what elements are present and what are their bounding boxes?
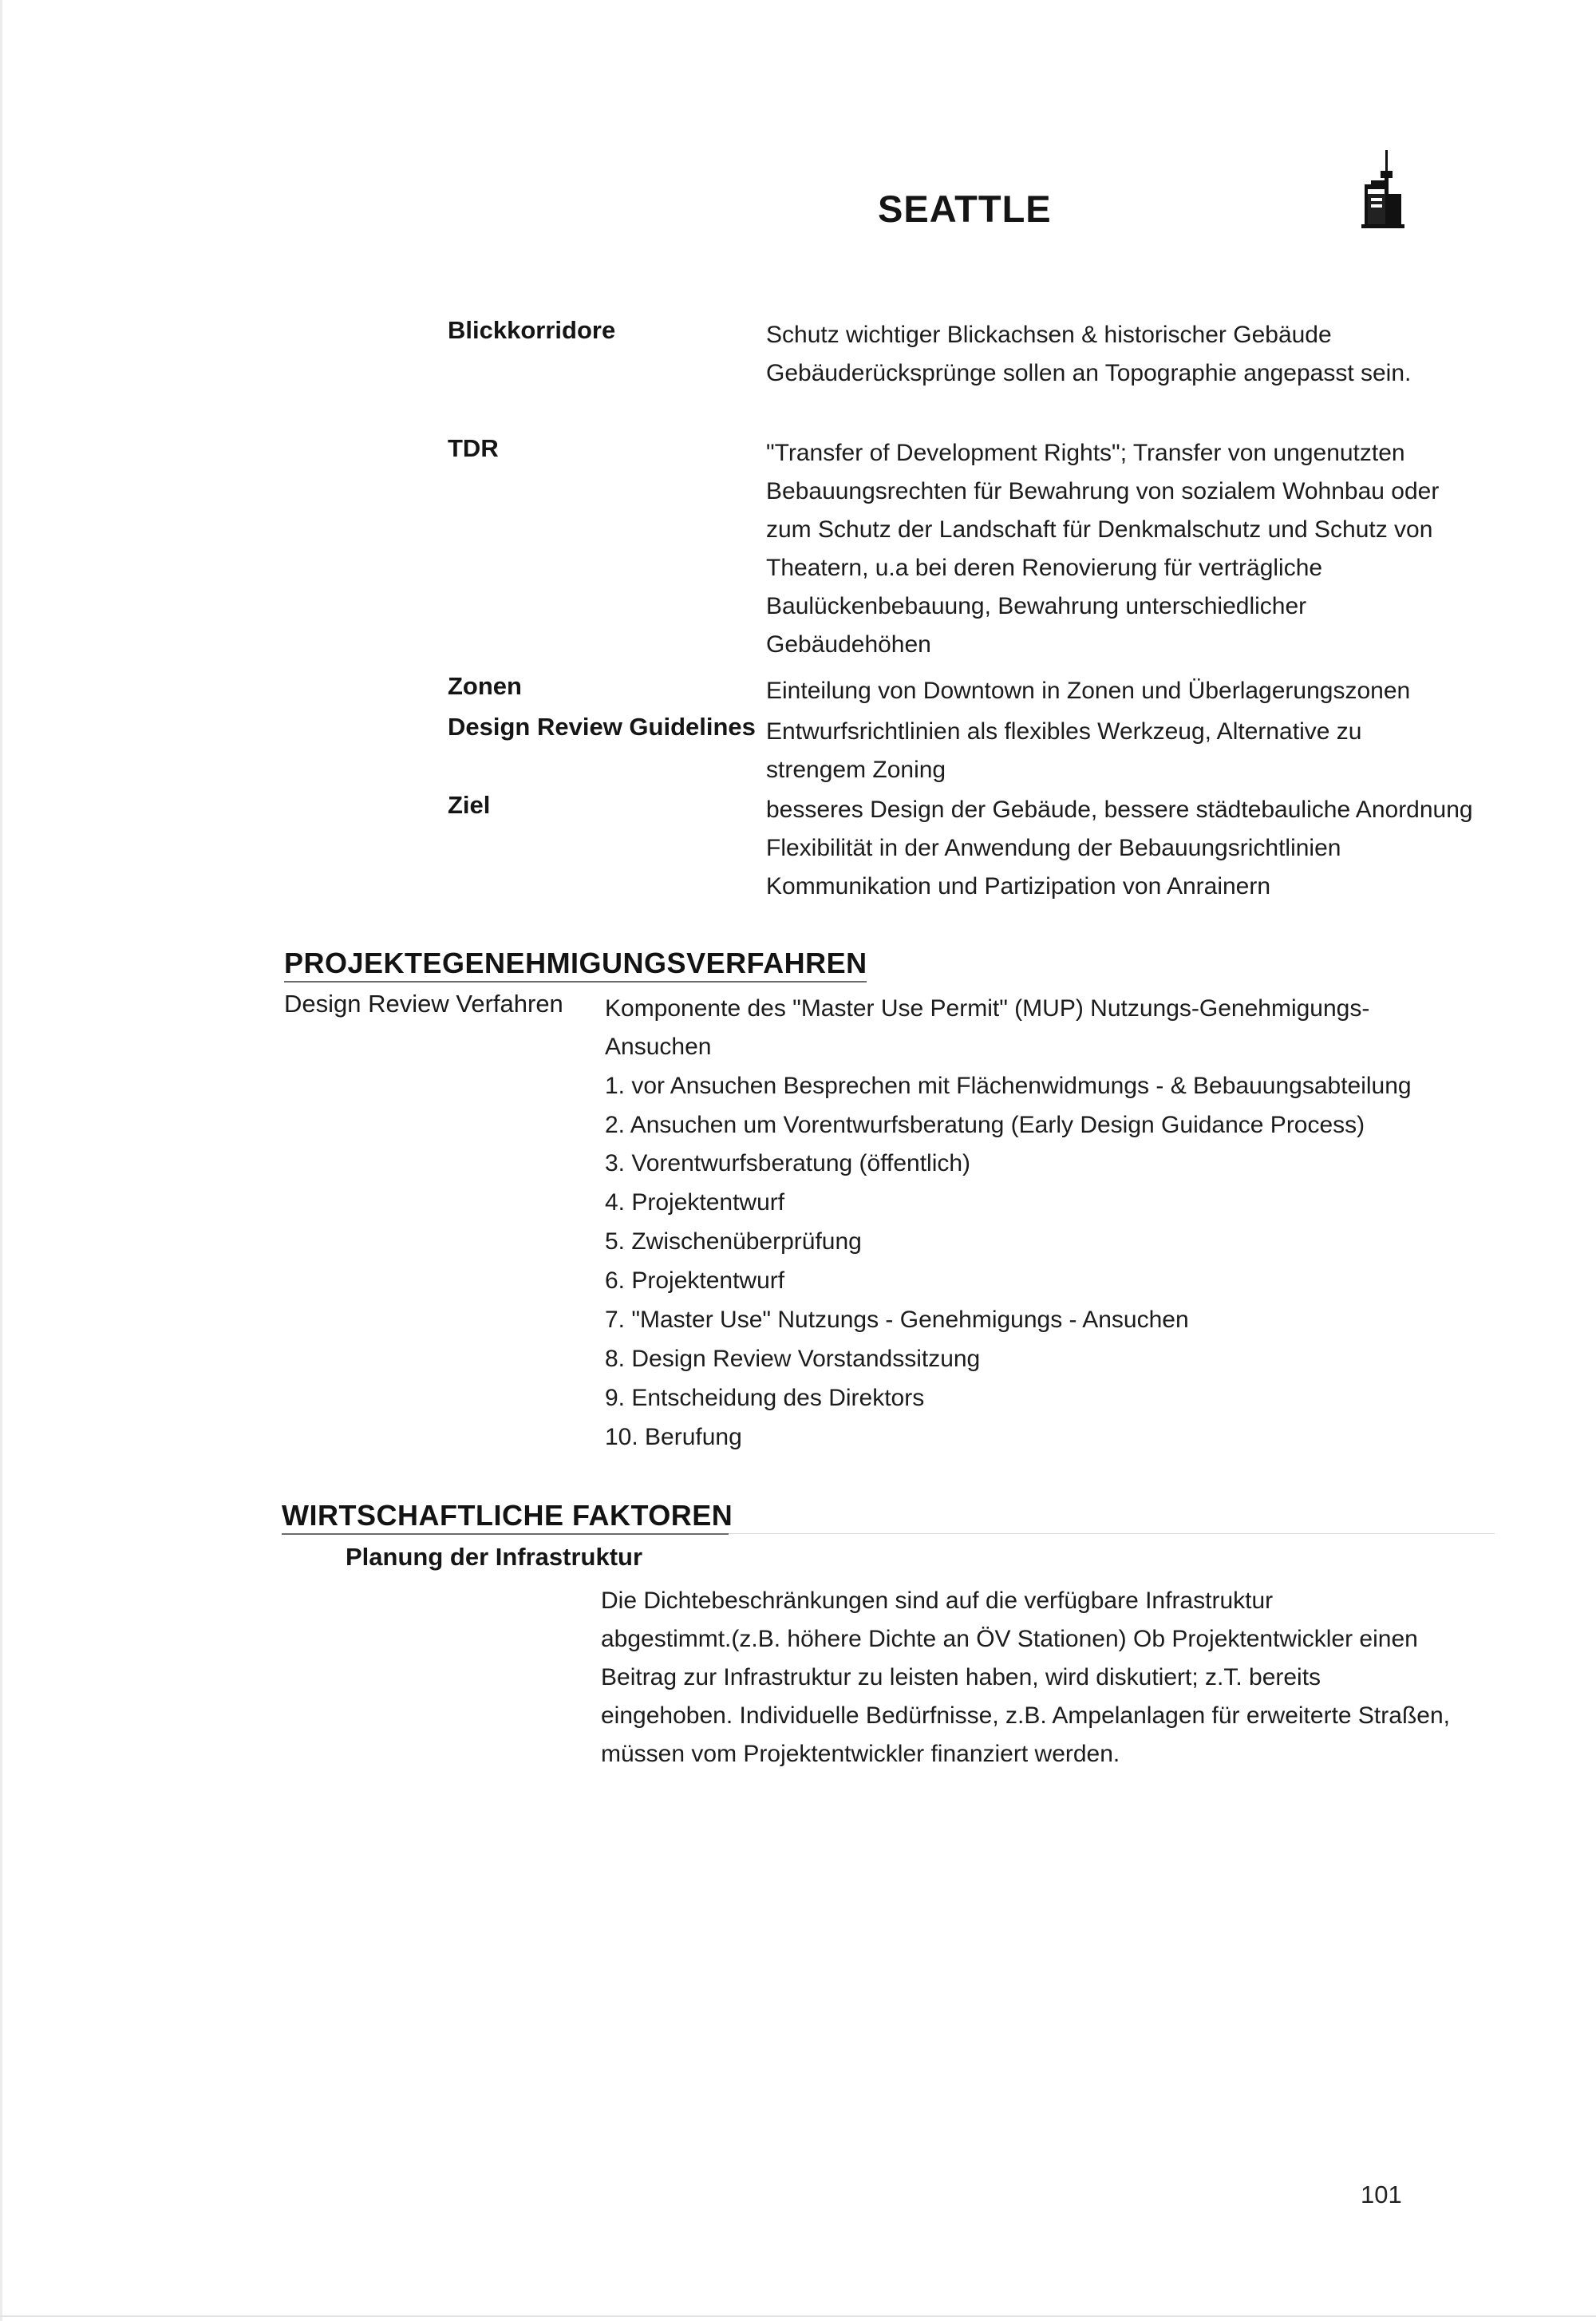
term-ziel: Ziel	[448, 791, 491, 819]
list-item: 8. Design Review Vorstandssitzung	[605, 1346, 981, 1372]
section2-paragraph	[601, 1582, 1450, 1773]
text-line: Beitrag zur Infrastruktur zu leisten haben, wird diskutiert; z.T. bereits	[601, 1664, 1321, 1690]
page-number: 101	[1361, 2181, 1402, 2208]
term-blickkorridore: Blickkorridore	[448, 316, 616, 344]
text-line: Kommunikation und Partizipation von Anrainern	[766, 873, 1271, 900]
text-line: Baulückenbebauung, Bewahrung unterschiedlicher	[766, 593, 1307, 619]
term-design-review-guidelines: Design Review Guidelines	[448, 713, 756, 741]
text-line: strengem Zoning	[766, 757, 946, 783]
heading-underline-extension	[729, 1533, 1495, 1534]
definition-design-review-guidelines	[766, 713, 1361, 789]
term-design-review-verfahren: Design Review Verfahren	[284, 990, 563, 1018]
text-line: Komponente des "Master Use Permit" (MUP) Nutzungs-Genehmigungs-	[605, 995, 1370, 1022]
list-item: 2. Ansuchen um Vorentwurfsberatung (Early Design Guidance Process)	[605, 1112, 1365, 1138]
section-heading-wirtschaftliche-faktoren: WIRTSCHAFTLICHE FAKTOREN	[282, 1499, 733, 1532]
text-line: eingehoben. Individuelle Bedürfnisse, z.B. Ampelanlagen für erweiterte Straßen,	[601, 1702, 1450, 1729]
heading-underline	[284, 981, 867, 983]
list-item: 4. Projektentwurf	[605, 1189, 785, 1216]
text-line: müssen vom Projektentwickler finanziert werden.	[601, 1741, 1120, 1767]
text-line: Flexibilität in der Anwendung der Bebauungsrichtlinien	[766, 835, 1341, 861]
page-title: SEATTLE	[878, 188, 1052, 230]
term-tdr: TDR	[448, 434, 499, 462]
section-heading-projektgenehmigung: PROJEKTEGENEHMIGUNGSVERFAHREN	[284, 947, 867, 979]
text-line: Bebauungsrechten für Bewahrung von sozialem Wohnbau oder	[766, 478, 1440, 504]
list-item: 5. Zwischenüberprüfung	[605, 1228, 862, 1255]
text-line: abgestimmt.(z.B. höhere Dichte an ÖV Stationen) Ob Projektentwickler einen	[601, 1626, 1418, 1652]
space-needle-icon	[1357, 150, 1408, 230]
text-line: Die Dichtebeschränkungen sind auf die verfügbare Infrastruktur	[601, 1588, 1274, 1614]
list-item: 7. "Master Use" Nutzungs - Genehmigungs - Ansuchen	[605, 1307, 1189, 1333]
list-item: 3. Vorentwurfsberatung (öffentlich)	[605, 1150, 971, 1176]
text-line: besseres Design der Gebäude, bessere städtebauliche Anordnung	[766, 797, 1473, 823]
text-line: Entwurfsrichtlinien als flexibles Werkzeug, Alternative zu	[766, 718, 1362, 745]
section1-intro	[605, 990, 1369, 1066]
list-item: 1. vor Ansuchen Besprechen mit Flächenwidmungs - & Bebauungsabteilung	[605, 1073, 1412, 1099]
text-line: zum Schutz der Landschaft für Denkmalschutz und Schutz von	[766, 516, 1433, 543]
list-item: 10. Berufung	[605, 1424, 742, 1450]
scan-edge-bottom	[0, 2315, 1596, 2317]
definition-tdr	[766, 434, 1439, 664]
text-line: Gebäuderücksprünge sollen an Topographie angepasst sein.	[766, 360, 1412, 386]
text-line: Theatern, u.a bei deren Renovierung für verträgliche	[766, 555, 1323, 581]
text-line: Einteilung von Downtown in Zonen und Überlagerungszonen	[766, 678, 1411, 704]
text-line: Ansuchen	[605, 1034, 712, 1060]
text-line: Gebäudehöhen	[766, 631, 931, 658]
list-item: 9. Entscheidung des Direktors	[605, 1385, 925, 1411]
term-zonen: Zonen	[448, 672, 522, 700]
definition-zonen	[766, 672, 1410, 710]
list-item: 6. Projektentwurf	[605, 1267, 785, 1294]
definition-ziel	[766, 791, 1473, 906]
heading-underline	[282, 1533, 729, 1535]
scan-edge-left	[0, 0, 2, 2321]
text-line: Schutz wichtiger Blickachsen & historischer Gebäude	[766, 322, 1332, 348]
definition-blickkorridore	[766, 316, 1411, 393]
subheading-planung-infrastruktur: Planung der Infrastruktur	[346, 1543, 643, 1571]
text-line: "Transfer of Development Rights"; Transfer von ungenutzten	[766, 440, 1405, 466]
